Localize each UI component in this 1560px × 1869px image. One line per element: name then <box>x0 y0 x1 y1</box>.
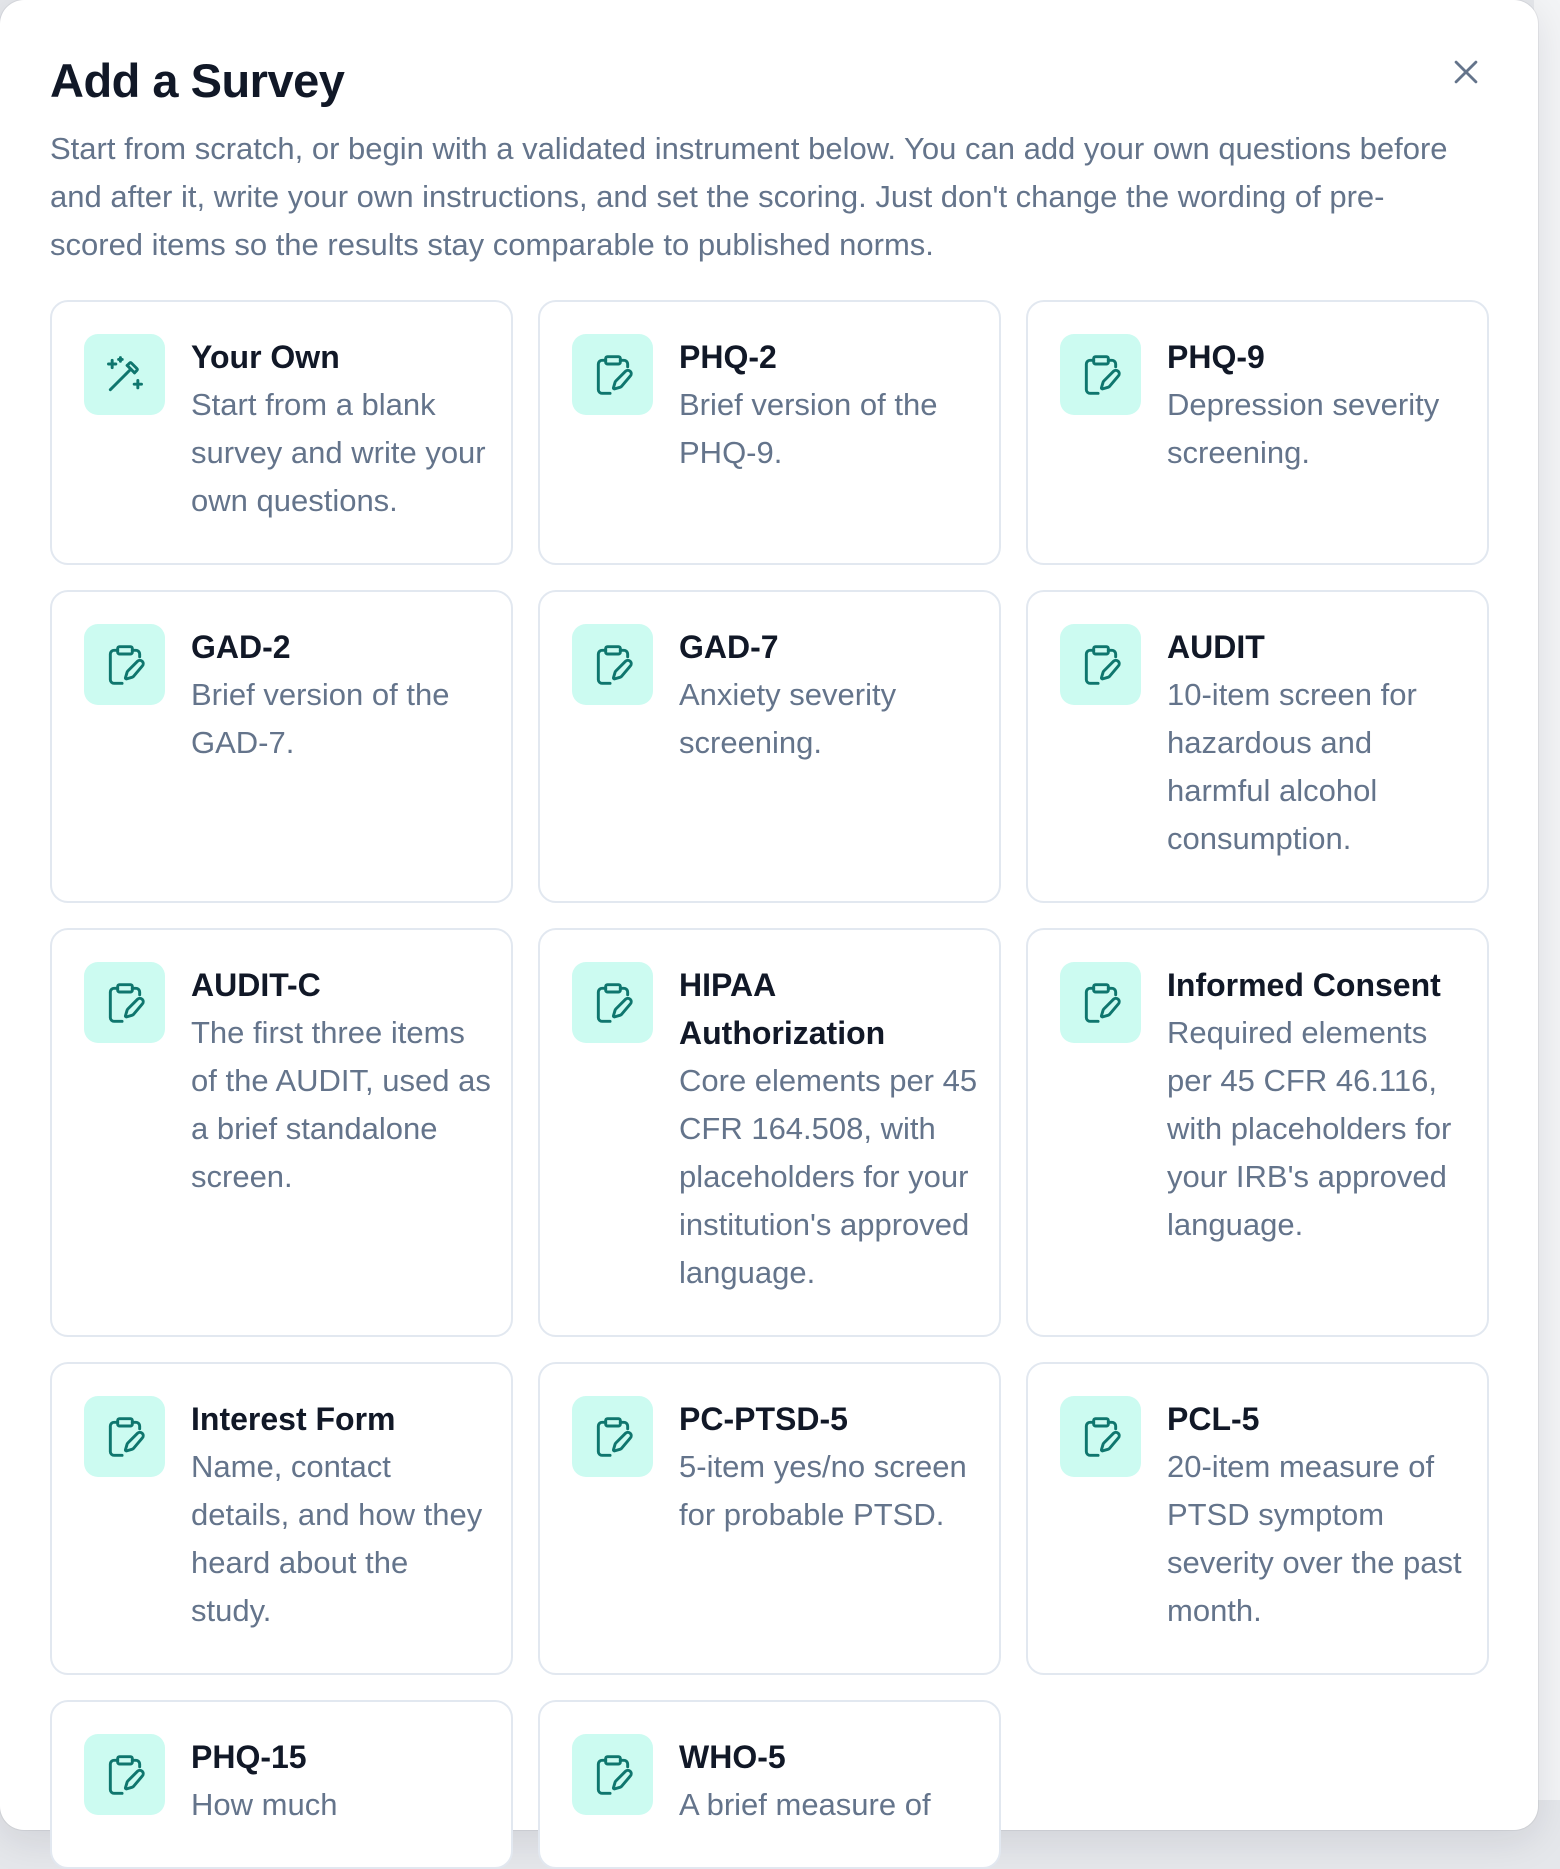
survey-title: GAD-7 <box>679 629 779 665</box>
survey-title: HIPAA Authorization <box>679 967 886 1051</box>
survey-description: Start from a blank survey and write your own questions. <box>191 387 486 518</box>
survey-icon-box <box>84 962 165 1043</box>
clipboard-pen-icon <box>103 1415 147 1459</box>
survey-icon-box <box>84 334 165 415</box>
close-icon <box>1449 55 1483 89</box>
survey-icon-box <box>84 624 165 705</box>
survey-description: Required elements per 45 CFR 46.116, with placeholders for your IRB's approved language. <box>1167 1015 1452 1242</box>
survey-card[interactable] <box>1026 1362 1489 1675</box>
dialog-description: Start from scratch, or begin with a validated instrument below. You can add your own questions before and after it, write your own instructions, and set the scoring. Just don't change the wording of pre-scored items so the results stay comparable to published norms. <box>50 131 1448 262</box>
survey-icon-box <box>1060 624 1141 705</box>
survey-card[interactable] <box>538 1700 1001 1869</box>
clipboard-pen-icon <box>103 643 147 687</box>
dialog-title: Add a Survey <box>50 54 345 107</box>
survey-title: AUDIT <box>1167 629 1265 665</box>
survey-icon-box <box>1060 334 1141 415</box>
survey-title: Your Own <box>191 339 340 375</box>
survey-card[interactable] <box>538 590 1001 903</box>
survey-card[interactable] <box>50 300 513 565</box>
clipboard-pen-icon <box>103 1753 147 1797</box>
survey-template-grid <box>50 300 1491 1869</box>
survey-title: PHQ-9 <box>1167 339 1265 375</box>
clipboard-pen-icon <box>103 981 147 1025</box>
survey-description: 5-item yes/no screen for probable PTSD. <box>679 1449 967 1532</box>
survey-title: GAD-2 <box>191 629 291 665</box>
clipboard-pen-icon <box>591 1753 635 1797</box>
survey-icon-box <box>84 1396 165 1477</box>
survey-description: The first three items of the AUDIT, used as a brief standalone screen. <box>191 1015 491 1194</box>
survey-title: PHQ-15 <box>191 1739 307 1775</box>
survey-card[interactable] <box>50 1700 513 1869</box>
survey-title: WHO-5 <box>679 1739 786 1775</box>
survey-card[interactable] <box>538 300 1001 565</box>
survey-icon-box <box>572 624 653 705</box>
close-button[interactable] <box>1444 50 1488 94</box>
survey-card[interactable] <box>538 1362 1001 1675</box>
clipboard-pen-icon <box>1079 1415 1123 1459</box>
survey-icon-box <box>572 334 653 415</box>
survey-card[interactable] <box>50 1362 513 1675</box>
survey-icon-box <box>1060 962 1141 1043</box>
clipboard-pen-icon <box>1079 981 1123 1025</box>
survey-icon-box <box>572 1396 653 1477</box>
survey-description: Brief version of the PHQ-9. <box>679 387 938 470</box>
survey-card[interactable] <box>1026 928 1489 1337</box>
survey-icon-box <box>84 1734 165 1815</box>
survey-title: AUDIT-C <box>191 967 321 1003</box>
survey-icon-box <box>572 962 653 1043</box>
clipboard-pen-icon <box>591 353 635 397</box>
survey-description: 20-item measure of PTSD symptom severity over the past month. <box>1167 1449 1462 1628</box>
survey-card[interactable] <box>50 928 513 1337</box>
survey-card[interactable] <box>1026 300 1489 565</box>
clipboard-pen-icon <box>591 1415 635 1459</box>
survey-title: PCL-5 <box>1167 1401 1260 1437</box>
survey-card[interactable] <box>1026 590 1489 903</box>
survey-icon-box <box>1060 1396 1141 1477</box>
clipboard-pen-icon <box>591 643 635 687</box>
clipboard-pen-icon <box>1079 353 1123 397</box>
survey-icon-box <box>572 1734 653 1815</box>
survey-description: Depression severity screening. <box>1167 387 1440 470</box>
survey-description: Anxiety severity screening. <box>679 677 897 760</box>
survey-card[interactable] <box>50 590 513 903</box>
survey-card[interactable] <box>538 928 1001 1337</box>
clipboard-pen-icon <box>1079 643 1123 687</box>
survey-title: Informed Consent <box>1167 967 1441 1003</box>
survey-description: Name, contact details, and how they heard about the study. <box>191 1449 483 1628</box>
survey-title: PC-PTSD-5 <box>679 1401 848 1437</box>
survey-title: PHQ-2 <box>679 339 777 375</box>
survey-description: Brief version of the GAD-7. <box>191 677 450 760</box>
survey-description: Core elements per 45 CFR 164.508, with placeholders for your institution's approved language. <box>679 1063 978 1290</box>
survey-description: How much <box>191 1787 338 1822</box>
survey-description: A brief measure of <box>679 1787 931 1822</box>
survey-title: Interest Form <box>191 1401 396 1437</box>
wand-sparkles-icon <box>103 353 147 397</box>
survey-description: 10-item screen for hazardous and harmful alcohol consumption. <box>1167 677 1417 856</box>
clipboard-pen-icon <box>591 981 635 1025</box>
